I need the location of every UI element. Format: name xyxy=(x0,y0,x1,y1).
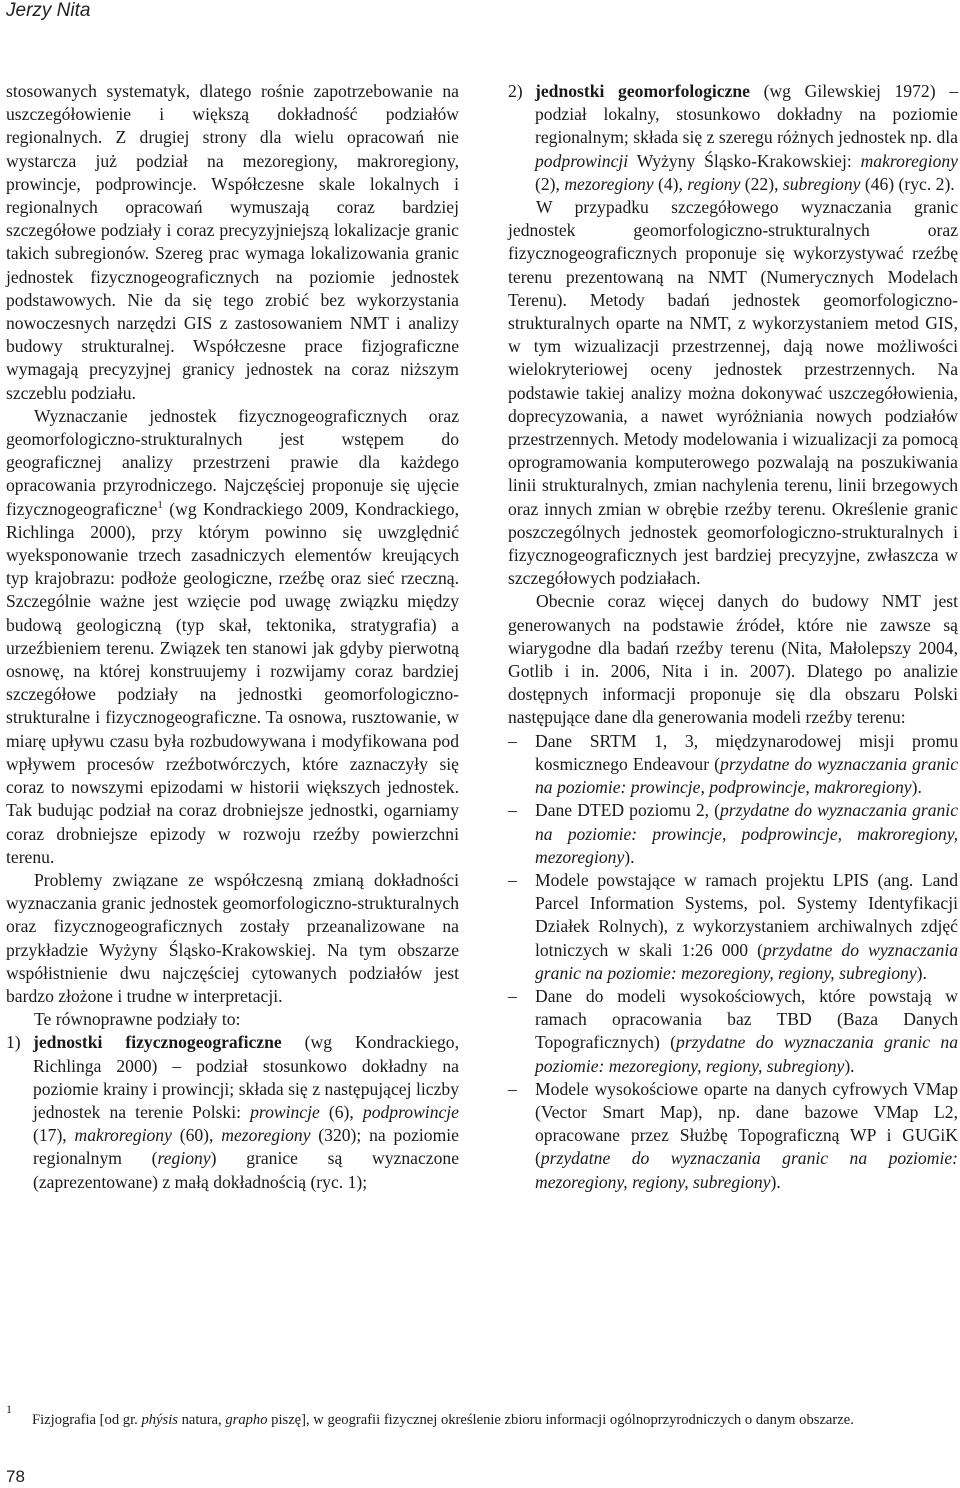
dash-bullet: – xyxy=(508,869,517,890)
bullet-item: – Dane do modeli wysokościowych, które powstają w ramach opracowania baz TBD (Baza Danych Topograficznych) (przydatne do wyznaczania granic na poziomie: mezoregiony, regiony, subregiony). xyxy=(508,985,958,1076)
paragraph: Problemy związane ze współczesną zmianą dokładności wyznaczania granic jednostek geomorfologiczno-strukturalnych oraz fizycznogeograficznych zostały przeanalizowane na przykładzie Wyżyny Śląsko-Krakowskiej. Na tym obszarze współistnienie dwu najczęściej cytowanych podziałów jest bardzo złożone i trudne w interpretacji. xyxy=(6,869,459,1006)
dash-bullet: – xyxy=(508,730,517,751)
left-column xyxy=(6,80,459,1194)
paragraph: stosowanych systematyk, dlatego rośnie zapotrzebowanie na uszczegółowienie i większą dokładność podziałów regionalnych. Z drugiej strony dla wielu opracowań nie wystarcza już podział na mezoregiony, makroregiony, prowincje, podprowincje. Współczesne skale lokalnych i regionalnych opracowań wymuszają coraz bardziej szczegółowe podziały i coraz precyzyjniejszą lokalizacje granic takich subregionów. Szereg prac wymaga lokalizowania granic jednostek fizycznogeograficznych na poziomie jednostek podstawowych. Nie da się tego zrobić bez wykorzystania nowoczesnych narzędzi GIS z zastosowaniem NMT i analizy budowy strukturalnej. Współczesne prace fizjograficzne wymagają precyzyjnej granicy jednostek na coraz niższym szczeblu podziału. xyxy=(6,81,459,403)
bullet-item: – Modele wysokościowe oparte na danych cyfrowych VMap (Vector Smart Map), np. dane bazowe VMap L2, opracowane przez Służbę Topograficzną WP i GUGiK (przydatne do wyznaczania granic na poziomie: mezoregiony, regiony, subregiony). xyxy=(508,1078,958,1192)
list-number: 1) xyxy=(6,1032,21,1053)
numbered-list-item: 1) jednostki fizycznogeograficzne (wg Kondrackiego, Richlinga 2000) – podział stosunkowo dokładny na poziomie krainy i prowincji; składa się z następującej liczby jednostek na terenie Polski: prowincje (6), podprowincje (17), makroregiony (60), mezoregiony (320); na poziomie regionalnym (regiony) granice są wyznaczone (zaprezentowane) z małą dokładnością (ryc. 1); xyxy=(6,1032,459,1192)
dash-bullet: – xyxy=(508,985,517,1006)
bullet-item: – Modele powstające w ramach projektu LPIS (ang. Land Parcel Information Systems, pol. Systemy Identyfikacji Działek Rolnych), z wykorzystaniem archiwalnych zdjęć lotniczych w skali 1:26 000 (przydatne do wyznaczania granic na poziomie: mezoregiony, regiony, subregiony). xyxy=(508,869,959,983)
paragraph: Wyznaczanie jednostek fizycznogeograficznych oraz geomorfologiczno-strukturalnych jest wstępem do geograficznej analizy przestrzeni prawie dla każdego opracowania przyrodniczego. Najczęściej proponuje się ujęcie fizycznogeograficzne$^1$ (wg Kondrackiego 2009, Kondrackiego, Richlinga 2000), przy którym powinno się uwzględnić wyeksponowanie trzech zasadniczych elementów kreujących typ krajobrazu: podłoże geologiczne, rzeźbę oraz sieć rzeczną. Szczególnie ważne jest wzięcie pod uwagę związku między budową geologiczną (typ skał, tektonika, stratygrafia) a urzeźbieniem terenu. Związek ten stanowi jak gdyby pierwotną osnowę, na której konstruujemy i rozwijamy coraz bardziej szczegółowe podziały na jednostki geomorfologiczno-strukturalne i fizycznogeograficzne. Ta osnowa, rusztowanie, w miarę upływu czasu była rozbudowywana i modyfikowana pod wpływem procesów rzeźbotwórczych, które zaznaczyły się coraz to nowszymi epizodami w historii większych jednostek. Tak budując podział na coraz drobniejsze jednostki, ogarniamy coraz drobniejsze epizody w rozwoju rzeźby powierzchni terenu. xyxy=(6,405,459,867)
paragraph: Obecnie coraz więcej danych do budowy NMT jest generowanych na podstawie źródeł, które nie zawsze są wiarygodne dla badań rzeźby terenu (Nita, Małolepszy 2004, Gotlib i in. 2006, Nita i in. 2007). Dlatego po analizie dostępnych informacji proponuje się dla obszaru Polski następujące dane dla generowania modeli rzeźby terenu: xyxy=(508,591,958,728)
page-number: 78 xyxy=(6,1467,25,1486)
paragraph: Te równoprawne podziały to: xyxy=(34,1009,241,1030)
footnote: Fizjografia [od gr. phýsis natura, grapho piszę], w geografii fizycznej określenie zbioru informacji ogólnoprzyrodniczych o danym obszarze. xyxy=(32,1412,854,1428)
running-header-author: Jerzy Nita xyxy=(6,0,91,21)
footnote-mark: 1 xyxy=(6,1402,12,1416)
dash-bullet: – xyxy=(508,1078,517,1099)
paragraph: W przypadku szczegółowego wyznaczania granic jednostek geomorfologiczno-strukturalnych oraz fizycznogeograficznych proponuje się wykorzystywać rzeźbę terenu prezentowaną na NMT (Numerycznych Modelach Terenu). Metody badań jednostek geomorfologiczno-strukturalnych oparte na NMT, z wykorzystaniem metod GIS, w tym wizualizacji przestrzennej, dają nowe możliwości wielokryteriowej oceny jednostek przestrzennych. Na podstawie takiej analizy można dokonywać uszczegółowienia, doprecyzowania, a nawet wyróżniania nowych podziałów przestrzennych. Metody modelowania i wizualizacji za pomocą oprogramowania komputerowego pozwalają na poszukiwania linii strukturalnych, zmian nachylenia terenu, linii brzegowych oraz innych zmian w obrębie rzeźby terenu. Określenie granic poszczególnych jednostek geomorfologiczno-strukturalnych i fizycznogeograficznych jest bardziej precyzyjne, zwłaszcza w szczegółowych podziałach. xyxy=(508,197,958,589)
bullet-item: – Dane SRTM 1, 3, międzynarodowej misji promu kosmicznego Endeavour (przydatne do wyznaczania granic na poziomie: prowincje, podprowincje, makroregiony). xyxy=(508,730,959,798)
footnote-reference[interactable]: 1 xyxy=(157,498,163,511)
bullet-item: – Dane DTED poziomu 2, (przydatne do wyznaczania granic na poziomie: prowincje, podprowincje, makroregiony, mezoregiony). xyxy=(508,800,959,867)
list-number: 2) xyxy=(508,81,523,101)
numbered-list-item: 2) jednostki geomorfologiczne (wg Gilewskiej 1972) – podział lokalny, stosunkowo dokładny na poziomie regionalnym; składa się z szeregu różnych jednostek np. dla podprowincji Wyżyny Śląsko-Krakowskiej: makroregiony (2), mezoregiony (4), regiony (22), subregiony (46) (ryc. 2). xyxy=(508,81,958,194)
dash-bullet: – xyxy=(508,800,517,821)
right-column xyxy=(508,80,958,1194)
